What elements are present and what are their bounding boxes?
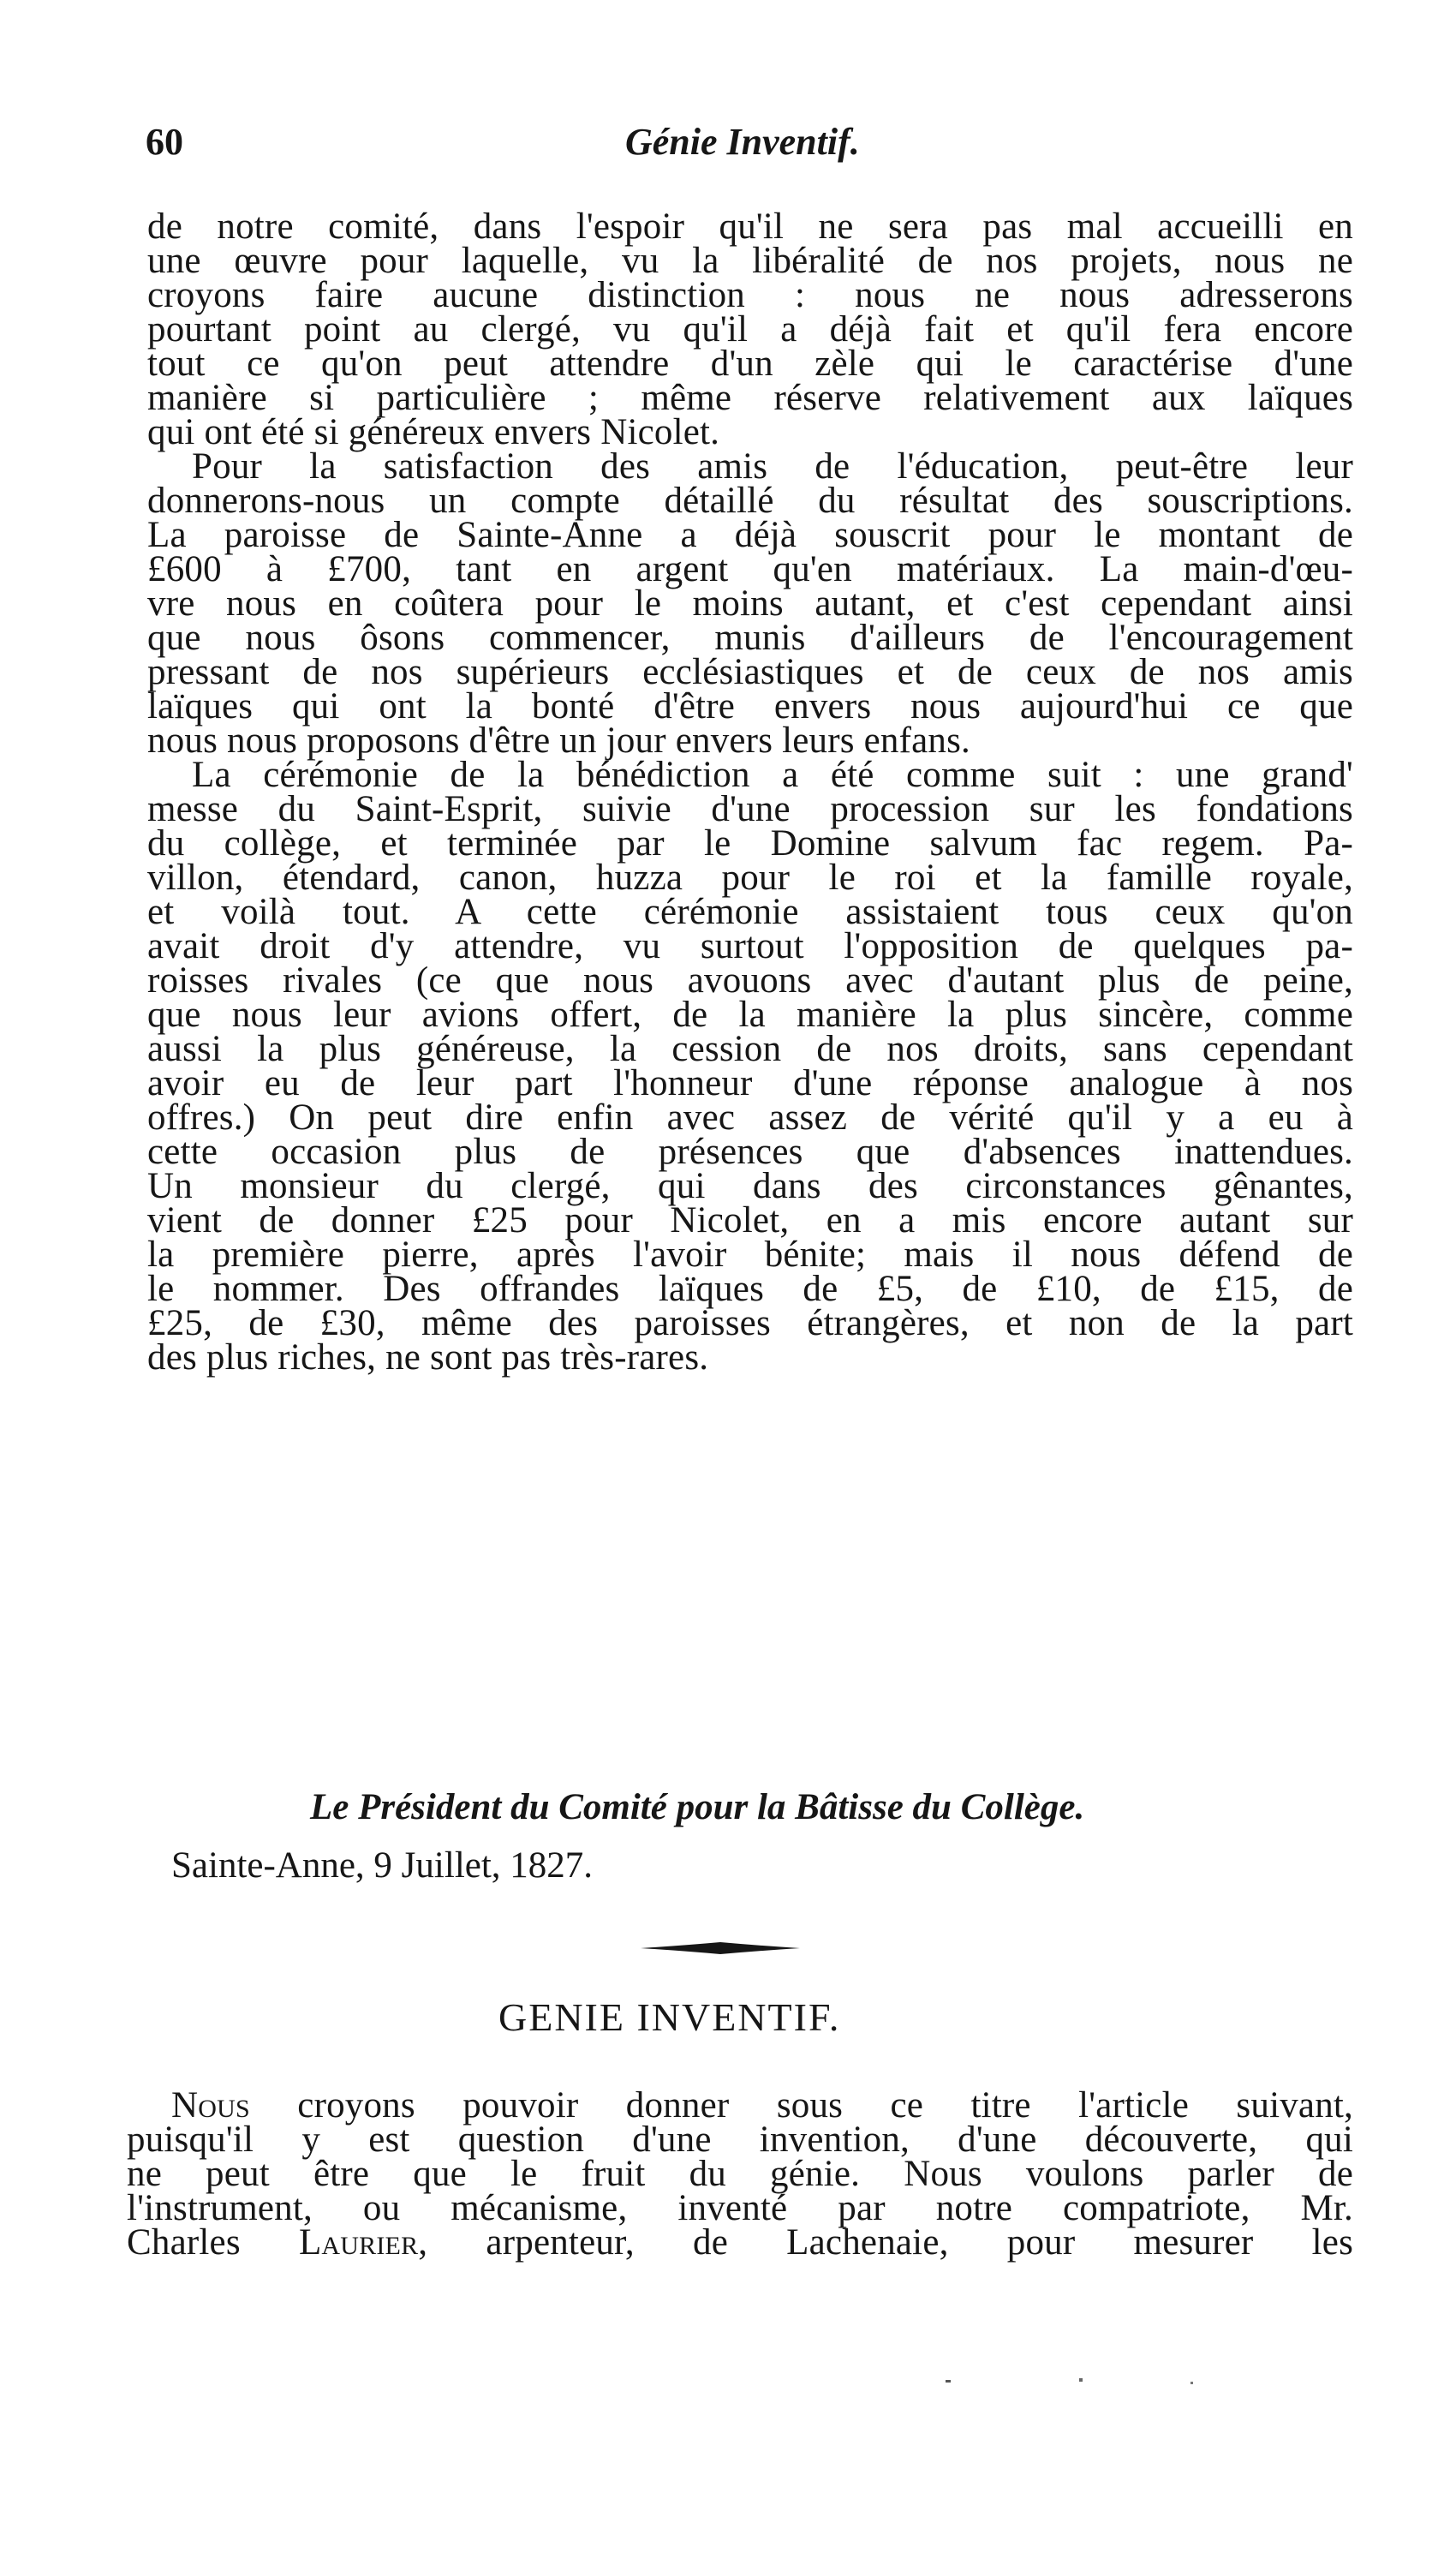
text-line: tout ce qu'on peut attendre d'un zèle qui le caractérise d'une <box>147 344 1353 384</box>
text-line: que nous ôsons commencer, munis d'ailleurs de l'encouragement <box>147 618 1353 658</box>
text-line: villon, étendard, canon, huzza pour le roi et la famille royale, <box>147 858 1353 898</box>
text-line: vre nous en coûtera pour le moins autant, et c'est cependant ainsi <box>147 583 1353 624</box>
text-line: Pour la satisfaction des amis de l'éducation, peut-être leur <box>192 446 1353 487</box>
text-line: nous nous proposons d'être un jour envers leurs enfans. <box>147 720 970 761</box>
text-line: vient de donner £25 pour Nicolet, en a mis encore autant sur <box>147 1200 1353 1241</box>
text-line <box>127 2085 1353 2126</box>
text-line: donnerons-nous un compte détaillé du résultat des souscriptions. <box>147 481 1353 521</box>
text-line: La cérémonie de la bénédiction a été comme suit : une grand' <box>192 755 1353 795</box>
text-line: manière si particulière ; même réserve relativement aux laïques <box>147 378 1353 418</box>
running-title: Génie Inventif. <box>625 121 860 163</box>
article-body <box>127 2085 1354 2263</box>
text-line: croyons faire aucune distinction : nous ne nous adresserons <box>147 275 1353 315</box>
drop-word: Nous <box>171 2085 250 2126</box>
inventor-name: Laurier <box>298 2222 419 2263</box>
text-line <box>127 2222 1354 2263</box>
running-head <box>146 120 1370 171</box>
page-number: 60 <box>146 121 183 163</box>
text-line: aussi la plus généreuse, la cession de nos droits, sans cependant <box>147 1029 1353 1069</box>
text-line: le nommer. Des offrandes laïques de £5, de £10, de £15, de <box>147 1269 1353 1309</box>
text-line: laïques qui ont la bonté d'être envers nous aujourd'hui ce que <box>147 686 1353 726</box>
signature: Le Président du Comité pour la Bâtisse du Collège. <box>310 1787 1085 1827</box>
text-line: cette occasion plus de présences que d'absences inattendues. <box>147 1132 1353 1172</box>
text-line: des plus riches, ne sont pas très-rares. <box>147 1337 709 1378</box>
text-line: £25, de £30, même des paroisses étrangères, et non de la part <box>147 1303 1353 1343</box>
text-line: puisqu'il y est question d'une invention, d'une découverte, qui <box>127 2120 1353 2160</box>
text-line: pourtant point au clergé, vu qu'il a déjà fait et qu'il fera encore <box>147 309 1353 350</box>
text-line: la première pierre, après l'avoir bénite; mais il nous défend de <box>147 1235 1353 1275</box>
print-specks <box>942 2373 1370 2390</box>
section-divider-ornament <box>639 1938 802 1958</box>
text-line: messe du Saint-Esprit, suivie d'une procession sur les fondations <box>147 789 1353 829</box>
text-line: une œuvre pour laquelle, vu la libéralité de nos projets, nous ne <box>147 241 1353 281</box>
text-line: avait droit d'y attendre, vu surtout l'opposition de quelques pa- <box>147 926 1353 966</box>
text-line: avoir eu de leur part l'honneur d'une réponse analogue à nos <box>147 1063 1353 1103</box>
text-line: de notre comité, dans l'espoir qu'il ne sera pas mal accueilli en <box>147 206 1353 247</box>
text-line: La paroisse de Sainte-Anne a déjà souscrit pour le montant de <box>147 515 1353 555</box>
text-line: qui ont été si généreux envers Nicolet. <box>147 412 720 452</box>
letter-body <box>147 206 1353 1378</box>
text-line: £600 à £700, tant en argent qu'en matériaux. La main-d'œu- <box>147 549 1353 589</box>
text-line: ne peut être que le fruit du génie. Nous voulons parler de <box>127 2154 1353 2194</box>
text-line: du collège, et terminée par le Domine salvum fac regem. Pa- <box>147 823 1353 864</box>
text-line: offres.) On peut dire enfin avec assez de vérité qu'il y a eu à <box>147 1097 1353 1138</box>
dateline: Sainte-Anne, 9 Juillet, 1827. <box>171 1845 594 1886</box>
text-line: Un monsieur du clergé, qui dans des circonstances gênantes, <box>147 1166 1353 1206</box>
line-part: Charles <box>127 2222 299 2263</box>
text-line: et voilà tout. A cette cérémonie assistaient tous ceux qu'on <box>147 892 1353 932</box>
line-rest: croyons pouvoir donner sous ce titre l'article suivant, <box>249 2085 1353 2126</box>
section-title: GENIE INVENTIF. <box>498 1995 841 2039</box>
text-line: pressant de nos supérieurs ecclésiastiques et de ceux de nos amis <box>147 652 1353 692</box>
text-line: roisses rivales (ce que nous avouons avec d'autant plus de peine, <box>147 960 1353 1001</box>
line-part: , arpenteur, de Lachenaie, pour mesurer les <box>418 2222 1354 2263</box>
text-line: que nous leur avions offert, de la manière la plus sincère, comme <box>147 995 1353 1035</box>
text-line: l'instrument, ou mécanisme, inventé par notre compatriote, Mr. <box>127 2188 1353 2228</box>
